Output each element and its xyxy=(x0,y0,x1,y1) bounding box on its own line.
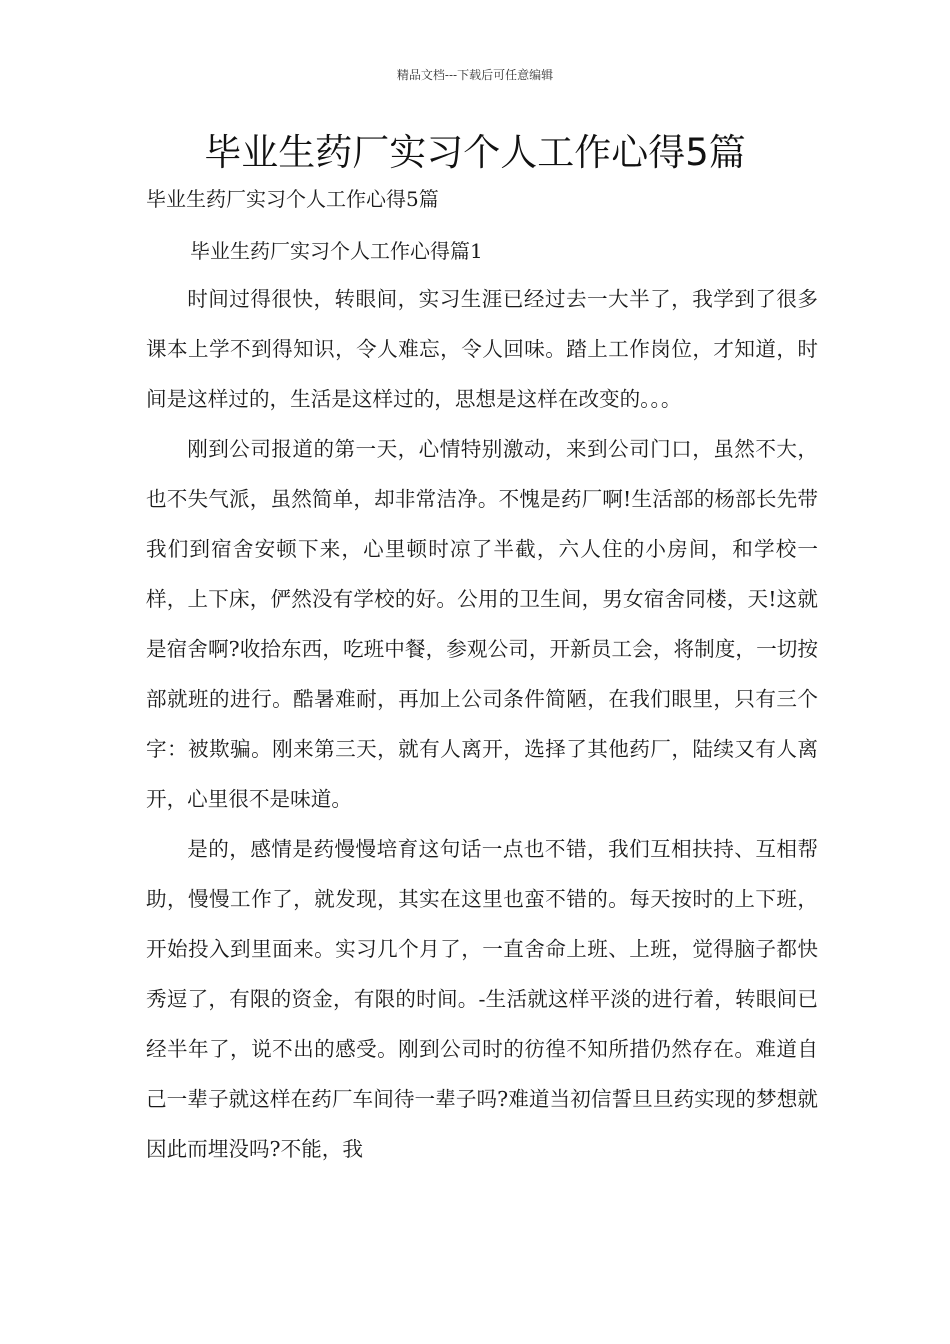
paragraph: 时间过得很快，转眼间，实习生涯已经过去一大半了，我学到了很多课本上学不到得知识，令人难忘，令人回味。踏上工作岗位，才知道，时间是这样过的，生活是这样过的，思想是这样在改变的。。。 xyxy=(146,287,818,411)
document-title: 毕业生药厂实习个人工作心得5篇 xyxy=(204,131,746,174)
section-heading: 毕业生药厂实习个人工作心得篇1 xyxy=(190,239,483,263)
body-text xyxy=(146,274,818,1174)
paragraph: 是的，感情是药慢慢培育这句话一点也不错，我们互相扶持、互相帮助，慢慢工作了，就发现，其实在这里也蛮不错的。每天按时的上下班，开始投入到里面来。实习几个月了，一直舍命上班、上班，觉得脑子都快秀逗了，有限的资金，有限的时间。-生活就这样平淡的进行着，转眼间已经半年了，说不出的感受。刚到公司时的彷徨不知所措仍然存在。难道自己一辈子就这样在药厂车间待一辈子吗?难道当初信誓旦旦药实现的梦想就因此而埋没吗?不能，我 xyxy=(146,837,818,1161)
paragraph: 刚到公司报道的第一天，心情特别激动，来到公司门口，虽然不大，也不失气派，虽然简单，却非常洁净。不愧是药厂啊!生活部的杨部长先带我们到宿舍安顿下来，心里顿时凉了半截，六人住的小房间，和学校一样，上下床，俨然没有学校的好。公用的卫生间，男女宿舍同楼，天!这就是宿舍啊?收拾东西，吃班中餐，参观公司，开新员工会，将制度，一切按部就班的进行。酷暑难耐，再加上公司条件简陋，在我们眼里，只有三个字：被欺骗。刚来第三天，就有人离开，选择了其他药厂，陆续又有人离开，心里很不是味道。 xyxy=(146,437,818,811)
document-subtitle: 毕业生药厂实习个人工作心得5篇 xyxy=(146,187,439,211)
header-note: 精品文档---下载后可任意编辑 xyxy=(396,68,554,82)
